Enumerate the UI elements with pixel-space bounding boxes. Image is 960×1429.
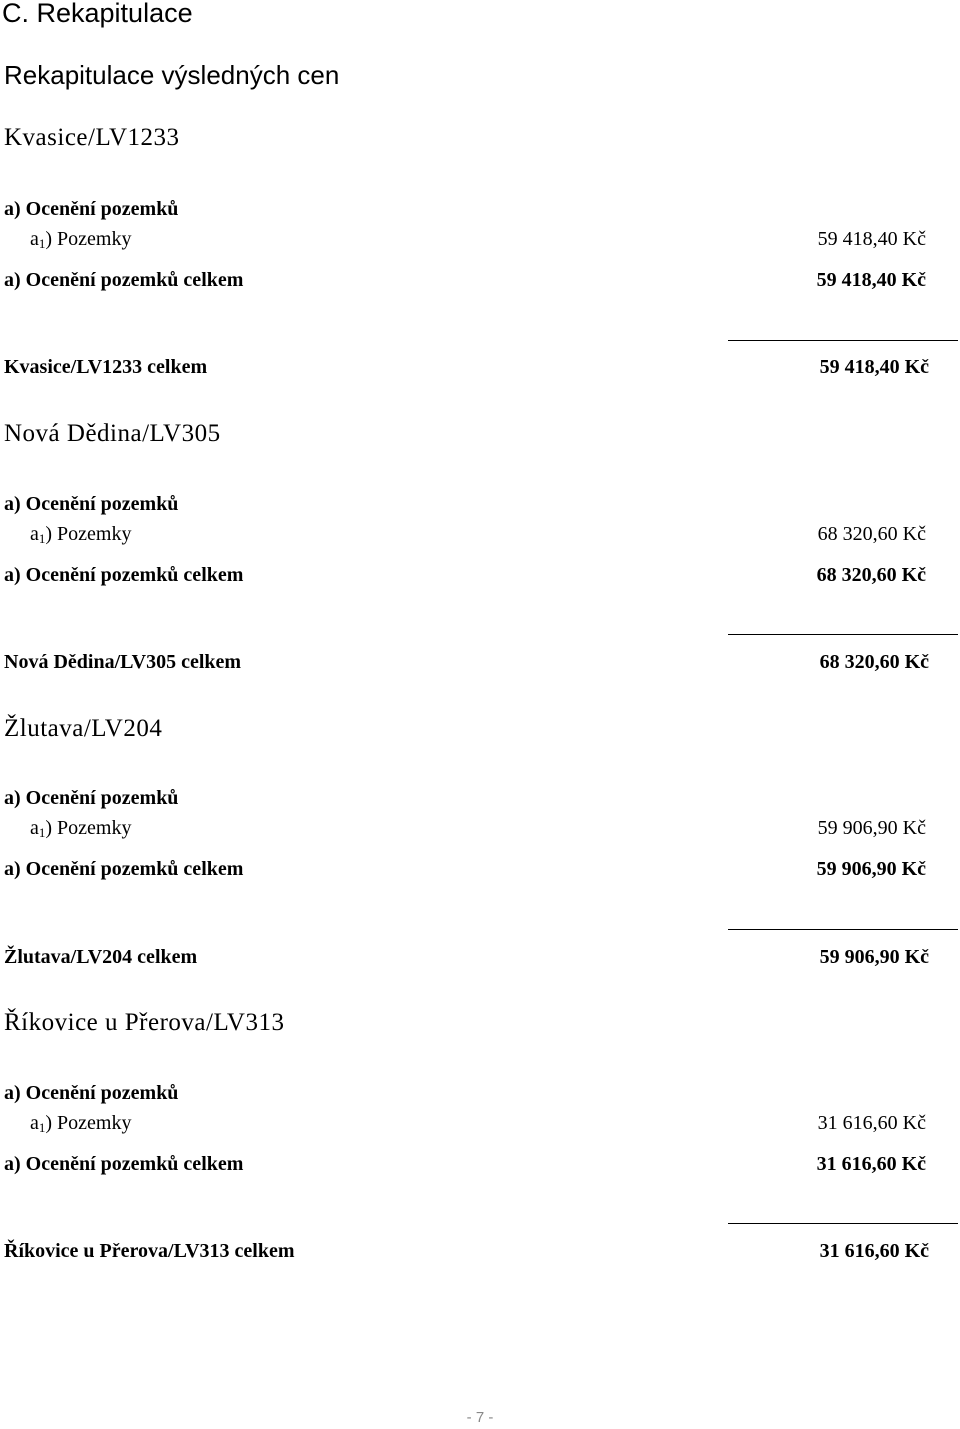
group-label: a) Ocenění pozemků (4, 787, 179, 809)
item-label (30, 817, 131, 841)
item-subscript: 1 (38, 236, 46, 251)
item-value: 31 616,60 Kč (817, 1112, 926, 1134)
section-total-label: Nová Dědina/LV305 celkem (4, 651, 242, 673)
group-total-value: 59 906,90 Kč (816, 858, 926, 880)
item-prefix: a (30, 523, 39, 545)
group-total-value: 59 418,40 Kč (816, 269, 926, 291)
group-label: a) Ocenění pozemků (4, 493, 179, 515)
item-prefix: a (30, 817, 39, 839)
group-total-label: a) Ocenění pozemků celkem (4, 1153, 244, 1175)
item-text: ) Pozemky (45, 228, 132, 250)
item-value: 59 906,90 Kč (817, 817, 926, 839)
section-total-label: Žlutava/LV204 celkem (4, 946, 198, 968)
item-label (30, 523, 131, 547)
group-total-value: 31 616,60 Kč (816, 1153, 926, 1175)
section-title: Žlutava/LV204 (4, 715, 163, 742)
item-subscript: 1 (38, 825, 46, 840)
item-label (30, 1112, 131, 1136)
group-total-label: a) Ocenění pozemků celkem (4, 269, 244, 291)
total-divider (728, 929, 958, 930)
group-label: a) Ocenění pozemků (4, 1082, 179, 1104)
item-text: ) Pozemky (45, 817, 132, 839)
section-total-value: 59 418,40 Kč (819, 356, 929, 378)
item-subscript: 1 (38, 531, 46, 546)
group-total-label: a) Ocenění pozemků celkem (4, 564, 244, 586)
section-total-label: Kvasice/LV1233 celkem (4, 356, 208, 378)
item-text: ) Pozemky (45, 1112, 132, 1134)
total-divider (728, 634, 958, 635)
total-divider (728, 1223, 958, 1224)
item-prefix: a (30, 228, 39, 250)
item-prefix: a (30, 1112, 39, 1134)
page-number: - 7 - (466, 1409, 494, 1426)
item-value: 59 418,40 Kč (817, 228, 926, 250)
page-title: Rekapitulace výsledných cen (4, 60, 340, 90)
section-total-value: 31 616,60 Kč (819, 1240, 929, 1262)
section-title: Kvasice/LV1233 (4, 124, 180, 151)
section-title: Říkovice u Přerova/LV313 (4, 1009, 285, 1036)
item-value: 68 320,60 Kč (817, 523, 926, 545)
section-total-value: 68 320,60 Kč (819, 651, 929, 673)
item-text: ) Pozemky (45, 523, 132, 545)
section-total-value: 59 906,90 Kč (819, 946, 929, 968)
section-title: Nová Dědina/LV305 (4, 420, 221, 447)
item-label (30, 228, 131, 252)
group-label: a) Ocenění pozemků (4, 198, 179, 220)
group-total-value: 68 320,60 Kč (816, 564, 926, 586)
total-divider (728, 340, 958, 341)
section-total-label: Říkovice u Přerova/LV313 celkem (4, 1240, 295, 1262)
chapter-heading: C. Rekapitulace (2, 0, 193, 28)
group-total-label: a) Ocenění pozemků celkem (4, 858, 244, 880)
item-subscript: 1 (38, 1120, 46, 1135)
